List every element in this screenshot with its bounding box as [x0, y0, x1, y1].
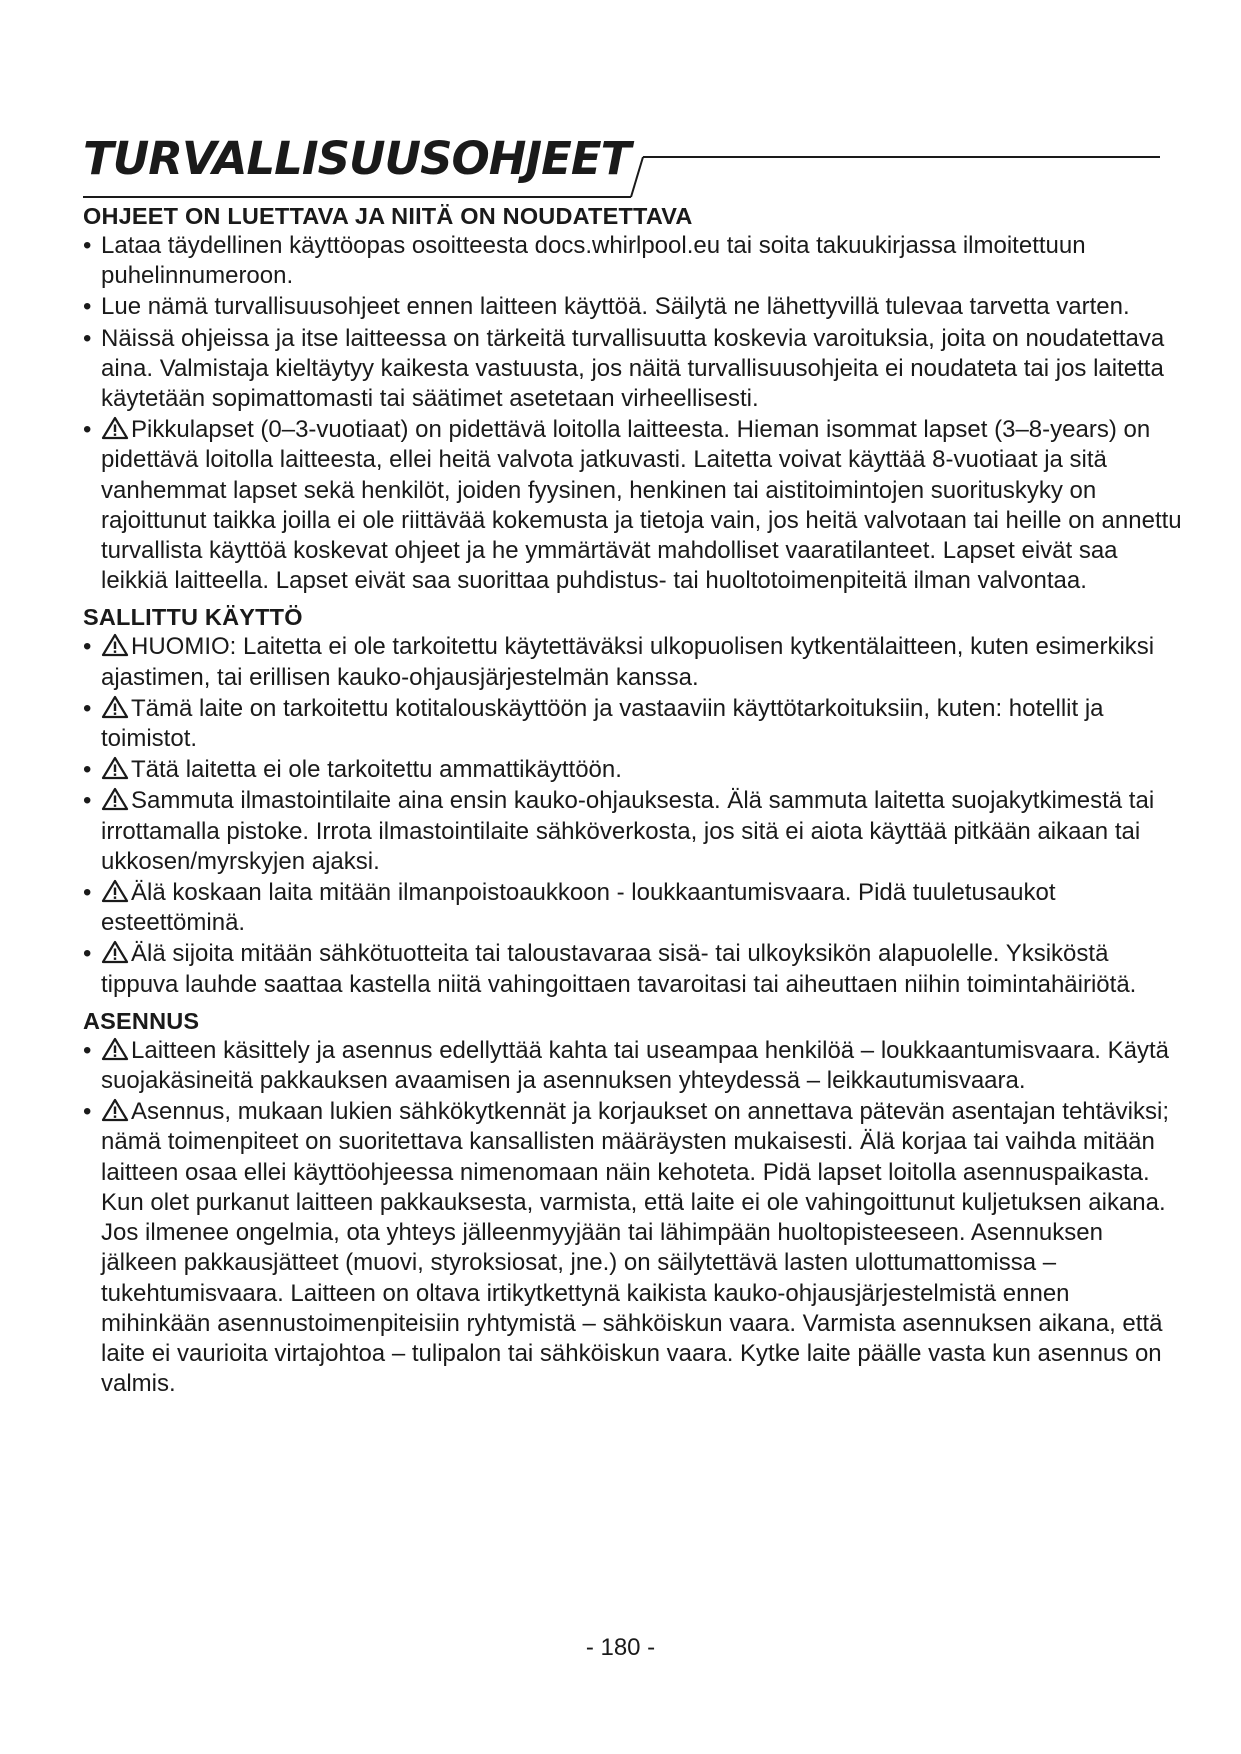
bullet-list: [83, 632, 1183, 999]
warning-triangle-icon: [101, 879, 129, 903]
bullet-dot: •: [83, 1036, 92, 1064]
section-installation: [83, 1006, 1183, 1399]
section-instructions: [83, 201, 1183, 596]
list-item: [83, 231, 1183, 291]
bullet-dot: •: [83, 879, 92, 907]
list-item: [83, 632, 1183, 692]
title-row: [83, 128, 1163, 198]
list-item: [83, 694, 1183, 754]
item-text: Lue nämä turvallisuusohjeet ennen laitteen käyttöä. Säilytä ne lähettyvillä tulevaa tarvetta varten.: [101, 293, 1130, 321]
item-text: Näissä ohjeissa ja itse laitteessa on tärkeitä turvallisuutta koskevia varoituksia, joita on noudatettava aina. Valmistaja kieltäytyy kaikesta vastuusta, jos näitä turvallisuusohjeita ei noudateta tai jos laitetta käytetään sopimattomasti tai säätimet asetetaan virheellisesti.: [101, 324, 1165, 413]
list-item: [83, 324, 1183, 415]
item-text: Tämä laite on tarkoitettu kotitalouskäyttöön ja vastaaviin käyttötarkoituksiin, kuten: hotellit ja toimistot.: [101, 694, 1104, 753]
warning-triangle-icon: [101, 1037, 129, 1061]
item-text: Laitteen käsittely ja asennus edellyttää kahta tai useampaa henkilöä – loukkaantumisvaara. Käytä suojakäsineitä pakkauksen avaamisen ja asennuksen yhteydessä – leikkautumisvaara.: [101, 1036, 1169, 1095]
warning-triangle-icon: [101, 633, 129, 657]
item-text: Lataa täydellinen käyttöopas osoitteesta docs.whirlpool.eu tai soita takuukirjassa ilmoitettuun puhelinnumeroon.: [101, 232, 1086, 290]
item-text: Älä sijoita mitään sähkötuotteita tai taloustavaraa sisä- tai ulkoyksikön alapuolelle. Yksiköstä tippuva lauhde saattaa kastella niitä vahingoittaen tavaroitasi tai aiheuttaen niihin toimintahäiriötä.: [101, 940, 1137, 998]
bullet-dot: •: [83, 787, 92, 815]
page-number: - 180 -: [585, 1634, 656, 1661]
bullet-dot: •: [83, 756, 92, 784]
section-permitted-use: [83, 602, 1183, 999]
page-title: TURVALLISUUSOHJEET: [83, 132, 631, 185]
warning-triangle-icon: [101, 1098, 129, 1122]
item-text: Älä koskaan laita mitään ilmanpoistoaukkoon - loukkaantumisvaara. Pidä tuuletusaukot esteettöminä.: [101, 879, 1056, 937]
item-text: Tätä laitetta ei ole tarkoitettu ammattikäyttöön.: [131, 756, 622, 784]
bullet-list: [83, 231, 1183, 596]
warning-triangle-icon: [101, 416, 129, 440]
list-item: [83, 1097, 1183, 1399]
bullet-dot: •: [83, 633, 92, 661]
item-text: Sammuta ilmastointilaite aina ensin kauko-ohjauksesta. Älä sammuta laitetta suojakytkimestä tai irrottamalla pistoke. Irrota ilmastointilaite sähköverkosta, jos sitä ei aiota käyttää pitkään aikaan tai ukkosen/myrskyjen ajaksi.: [101, 787, 1155, 875]
list-item: [83, 755, 1183, 785]
list-item: [83, 292, 1183, 322]
warning-triangle-icon: [101, 695, 129, 719]
section-heading: SALLITTU KÄYTTÖ: [83, 604, 303, 631]
item-text: HUOMIO: Laitetta ei ole tarkoitettu käytettäväksi ulkopuolisen kytkentälaitteen, kuten esimerkiksi ajastimen, tai erillisen kauko-ohjausjärjestelmän kanssa.: [101, 633, 1155, 691]
section-heading: OHJEET ON LUETTAVA JA NIITÄ ON NOUDATETTAVA: [83, 203, 693, 229]
bullet-dot: •: [83, 694, 92, 722]
bullet-list: [83, 1036, 1183, 1399]
bullet-dot: •: [83, 324, 92, 352]
warning-triangle-icon: [101, 787, 129, 811]
item-text: Pikkulapset (0–3-vuotiaat) on pidettävä loitolla laitteesta. Hieman isommat lapset (3–8-years) on pidettävä loitolla laitteesta, ellei heitä valvota jatkuvasti. Laitetta voivat käyttää 8-vuotiaat ja sitä vanhemmat lapset sekä henkilöt, joiden fyysinen, henkinen tai aistitoimintojen suorituskyky on rajoittunut taikka joilla ei ole riittävää kokemusta ja tietoja vain, jos heitä valvotaan tai heille on annettu turvallista käyttöä koskevat ohjeet ja he ymmärtävät mahdolliset vaaratilanteet. Lapset eivät saa leikkiä laitteella. Lapset eivät saa suorittaa puhdistus- tai huoltotoimenpiteitä ilman valvontaa.: [101, 416, 1182, 595]
content: [83, 201, 1183, 1400]
list-item: [83, 786, 1183, 877]
list-item: [83, 1036, 1183, 1096]
warning-triangle-icon: [101, 940, 129, 964]
bullet-dot: •: [83, 940, 92, 968]
bullet-dot: •: [83, 1098, 92, 1126]
bullet-dot: •: [83, 232, 92, 259]
list-item: [83, 878, 1183, 938]
bullet-dot: •: [83, 416, 92, 444]
warning-triangle-icon: [101, 756, 129, 780]
list-item: [83, 939, 1183, 999]
item-text: Asennus, mukaan lukien sähkökytkennät ja korjaukset on annettava pätevän asentajan tehtäviksi; nämä toimenpiteet on suoritettava kansallisten määräysten mukaisesti. Älä korjaa tai vaihda mitään laitteen osaa ellei käyttöohjeessa nimenomaan näin kehoteta. Pidä lapset loitolla asennuspaikasta. Kun olet purkanut laitteen pakkauksesta, varmista, että laite ei ole vahingoittunut kuljetuksen aikana. Jos ilmenee ongelmia, ota yhteys jälleenmyyjään tai lähimpään huoltopisteeseen. Asennuksen jälkeen pakkausjätteet (muovi, styroksiosat, jne.) on säilytettävä lasten ulottumattomissa – tukehtumisvaara. Laitteen on oltava irtikytkettynä kaikista kauko-ohjausjärjestelmistä ennen mihinkään asennustoimenpiteisiin ryhtymistä – sähköiskun vaara. Varmista asennuksen aikana, että laite ei vaurioita virtajohtoa – tulipalon tai sähköiskun vaara. Kytke laite päälle vasta kun asennus on valmis.: [101, 1098, 1169, 1398]
list-item: [83, 415, 1183, 596]
section-heading: ASENNUS: [83, 1007, 200, 1034]
bullet-dot: •: [83, 293, 92, 321]
